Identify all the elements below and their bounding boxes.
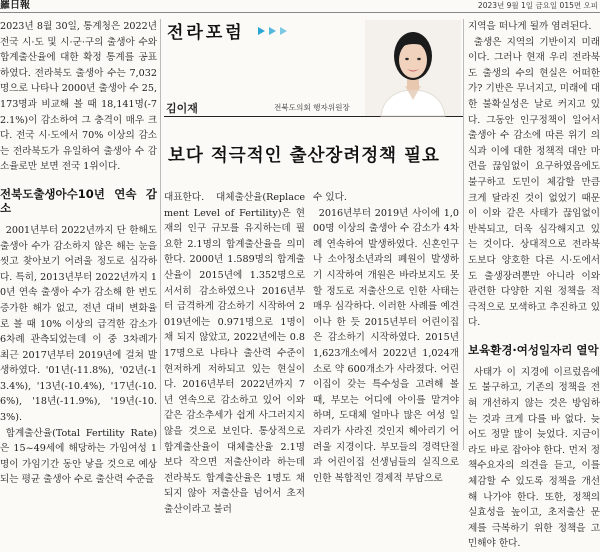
far-right-paragraph-3: 사태가 이 지경에 이르렀음에도 불구하고, 기존의 정책을 전혀 개선하지 않는 것은 방임하는 것과 크게 다를 바 없다. 늦어도 정말 많이 늦었다. 지금이라도 바로 잡아야 한다. 먼저 정책수요자의 의견을 듣고, 이를 체감할 수 있도록 정책을 개선해 나가야 한다. 또한, 정책의 실효성을 높이고, 초저출산 문제를 극복하기 위한 정책을 고민해야 한다. [468, 366, 600, 550]
middle-column [164, 190, 305, 515]
far-right-paragraph-1: 지역을 떠나게 될까 염려된다. [468, 21, 592, 32]
far-right-subhead: 보육환경·여성일자리 열악 [468, 342, 599, 357]
headline: 보다 적극적인 출산장려정책 필요 [168, 146, 440, 166]
left-subhead: 전북도출생아수10년 연속 감소 [0, 186, 157, 215]
masthead [0, 0, 600, 13]
author-title: 전북도의회 행자위원장 [274, 103, 350, 112]
left-paragraph-2: 2001년부터 2022년까지 단 한해도 출생아 수가 감소하지 않은 해는 눈을 씻고 찾아보기 어려울 정도로 심각하다. 특히, 2013년부터 2022년까지 10년 연속 출생아 수가 감소해 한 번도 증가한 해가 없고, 전년 대비 변화율로 볼 때 10% 이상의 급격한 감소가 6차례 관측되었는데 이 중 3차례가 최근 2017년부터 2019년에 걸쳐 발생하였다. '01년(-11.8%), '02년(-13.4%), '13년(-10.4%), '17년(-10.6%), '18년(-11.9%), '19년(-10.3%). [0, 224, 157, 424]
column-divider [160, 19, 161, 450]
author-name: 김이재 [166, 102, 198, 115]
left-column [0, 19, 157, 486]
left-paragraph-3: 합계출산율(Total Fertility Rate)은 15~49세에 해당하는 가임여성 1명이 가임기간 동안 낳을 것으로 예상되는 평균 출생아 수로 출산력 수준을 [0, 427, 157, 486]
author-photo [365, 20, 461, 116]
date-line: 2023년 9월 1일 금요일 015면 오피 [477, 1, 598, 10]
arrow-icon [256, 25, 296, 37]
right-paragraph-1: 수 있다. [313, 192, 347, 203]
right-column [313, 190, 459, 484]
far-right-column [468, 19, 600, 550]
right-paragraph-2: 2016년부터 2019년 사이에 1,000명 이상의 출생아 수 감소가 4차례 연속하여 발생하였다. 신혼인구나 소아청소년과의 폐원이 발생하기 시작하여 개원은 바라보지도 못할 정도로 저출산으로 인한 사태는 매우 심각하다. 이러한 사례를 예견이나 한 듯 2015년부터 어린이집은 감소하기 시작하였다. 2015년 1,623개소에서 2022년 1,024개소로 약 600개소가 사라졌다. 어린이집이 갖는 특수성을 고려해 볼 때, 부모는 어디에 아이를 맡겨야 하며, 도대체 얼마나 많은 여성 일자리가 사라진 것인지 헤아리기 어려울 지경이다. 부모들의 경력단절과 어린이집 선생님들의 실직으로 인한 복합적인 경제적 부담으로 [313, 207, 459, 484]
column-divider [463, 19, 464, 450]
left-paragraph-1: 2023년 8월 30일, 통계청은 2022년 전국 시·도 및 시·군·구의 출생아 수와 합계출산율에 대한 확정 통계를 공표하였다. 전라북도 출생아 수는 7,032명으로 나타나 2000년 출생아 수 25,173명과 비교해 볼 때 18,141명(-72.1%)이 감소하여 그 충격이 매우 크다. 전국 시·도에서 70% 이상의 감소는 전라북도가 유일하여 출생아 수 감소율로만 보면 전국 1위이다. [0, 21, 157, 173]
middle-paragraph-1: 대표한다. 대체출산율(Replacement Level of Fertility)은 현재의 인구 규모를 유지하는데 필요한 2.1명의 합계출산율을 의미한다. 2000년 1.589명의 합계출산율이 2015년에 1.352명으로 서서히 감소하였으나 2016년부터 급격하게 감소하기 시작하여 2019년에는 0.971명으로 1명이 채 되지 않았고, 2022년에는 0.817명으로 나타나 출산력 수준이 현저하게 저하되고 있는 현실이다. 2016년부터 2022년까지 7년 연속으로 감소하고 있어 이와 같은 감소추세가 쉽게 사그러지지 않을 것으로 보인다. 통상적으로 합계출산율이 대체출산율 2.1명보다 작으면 저출산이라 하는데 전라북도 합계출산율은 1명도 채 되지 않아 저출산을 넘어서 초저출산이라고 불러 [164, 192, 305, 515]
far-right-paragraph-2: 출생은 지역의 기반이지 미래이다. 그러나 현재 우리 전라북도 출생의 수의 현실은 어떠한가? 기반은 무너지고, 미래에 대한 불확실성은 날로 커지고 있다. 그동안 인구정책이 일어서 출생아 수 감소에 따른 위기 의식과 이에 대한 정책적 대안 마련을 끊임없이 요구하였음에도 불구하고 도민이 체감할 만큼 크게 달라진 것이 없었기 때문이 이와 같은 사태가 끊임없이 반복되고, 더욱 심각해지고 있는 것이다. 상대적으로 전라북도보다 양호한 다른 시·도에서도 출생장려뿐만 아니라 이와 관련한 다양한 지원 정책을 적극적으로 모색하고 추진하고 있다. [468, 36, 600, 329]
newspaper-logo: 羅日報 [0, 0, 30, 11]
series-title: 전라포럼 [167, 23, 245, 43]
